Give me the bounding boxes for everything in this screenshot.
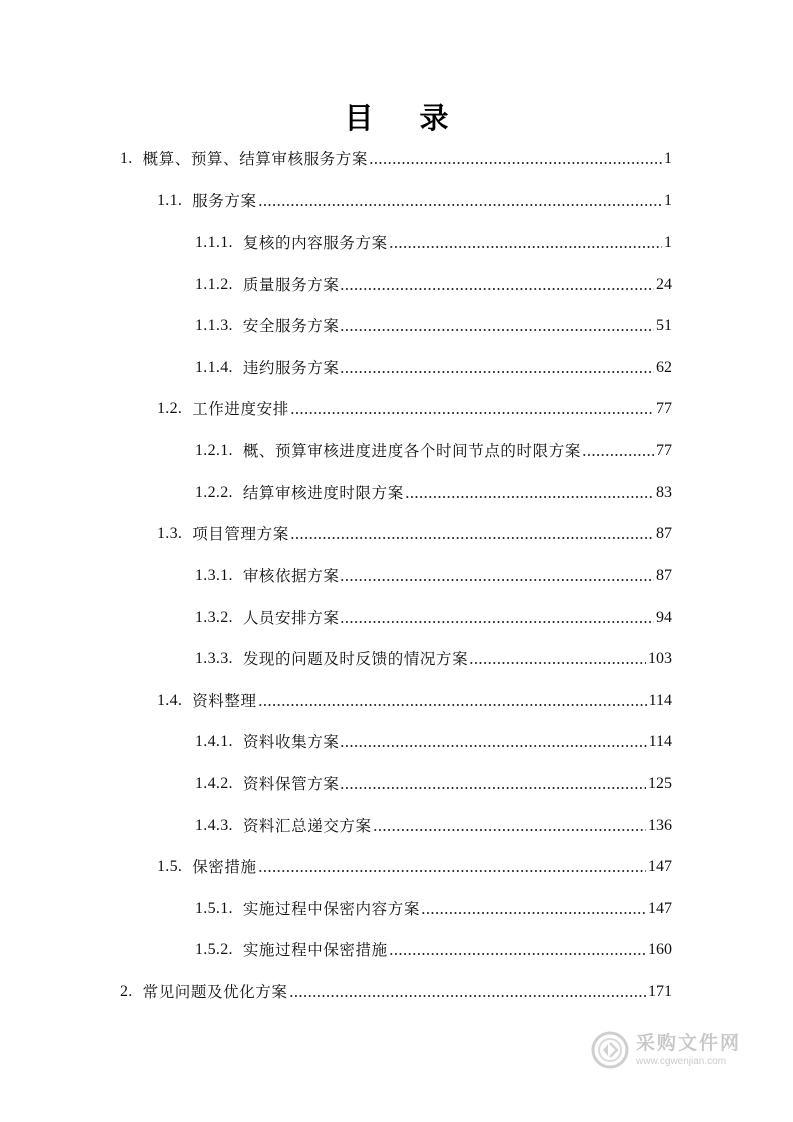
toc-entry-number: 2. (120, 983, 133, 1000)
toc-entry-1-1-4[interactable] (195, 356, 672, 380)
toc-entry-page: 1 (664, 192, 672, 209)
toc-entry-2[interactable] (120, 980, 672, 1004)
toc-entry-title: 结算审核进度时限方案 (242, 484, 404, 502)
toc-entry-page: 51 (656, 317, 672, 334)
watermark-url: www.cgwenjian.com (636, 1055, 727, 1067)
dot-leader (289, 994, 646, 998)
toc-entry-page: 77 (656, 400, 672, 417)
dot-leader (258, 703, 647, 707)
toc-entry-1-3[interactable] (157, 522, 672, 546)
toc-entry-page: 147 (648, 858, 672, 875)
toc-entry-number: 1.5. (157, 858, 183, 875)
toc-entry-page: 171 (648, 983, 672, 1000)
toc-entry-1-2-2[interactable] (195, 481, 672, 505)
toc-entry-1-1-3[interactable] (195, 314, 672, 338)
toc-entry-title: 资料整理 (192, 692, 257, 710)
watermark-text (636, 1031, 742, 1067)
toc-entry-page: 114 (648, 692, 672, 709)
toc-entry-1-4-2[interactable] (195, 772, 672, 796)
toc-entry-title: 质量服务方案 (242, 276, 340, 294)
toc-entry-number: 1.2. (157, 400, 183, 417)
toc-entry-page: 94 (656, 609, 672, 626)
dot-leader (340, 287, 654, 291)
toc-entry-title: 审核依据方案 (242, 567, 340, 585)
toc-entry-number: 1.5.2. (195, 941, 233, 958)
dot-leader (389, 952, 646, 956)
toc-entry-1-3-3[interactable] (195, 647, 672, 671)
toc-entry-title: 违约服务方案 (242, 359, 340, 377)
toc-entry-title: 资料收集方案 (242, 733, 340, 751)
toc-entry-1-2[interactable] (157, 397, 672, 421)
toc-entry-number: 1.3.1. (195, 567, 233, 584)
toc-entry-title: 资料汇总递交方案 (242, 817, 372, 835)
dot-leader (340, 370, 654, 374)
toc-entry-number: 1.4.3. (195, 817, 233, 834)
toc-entry-title: 概、预算审核进度进度各个时间节点的时限方案 (242, 442, 581, 460)
toc-entry-title: 复核的内容服务方案 (242, 234, 388, 252)
toc-entry-page: 160 (648, 941, 672, 958)
toc-entry-number: 1.4.1. (195, 733, 233, 750)
toc-entry-title: 保密措施 (192, 858, 257, 876)
toc-entry-page: 77 (656, 442, 672, 459)
page-title: 目 录 (344, 101, 467, 135)
toc-entry-page: 136 (648, 817, 672, 834)
toc-entry-title: 安全服务方案 (242, 317, 340, 335)
toc-entry-page: 87 (656, 567, 672, 584)
toc-entry-1[interactable] (120, 147, 672, 171)
toc-entry-page: 125 (648, 775, 672, 792)
toc-entry-page: 1 (664, 234, 672, 251)
toc-entry-number: 1.1.2. (195, 276, 233, 293)
toc-entry-number: 1.1.1. (195, 234, 233, 251)
toc-entry-page: 1 (664, 150, 672, 167)
toc-entry-1-3-2[interactable] (195, 606, 672, 630)
toc-entry-number: 1.1. (157, 192, 183, 209)
dot-leader (258, 869, 646, 873)
watermark-name: 采购文件网 (636, 1031, 742, 1054)
toc-entry-title: 工作进度安排 (192, 400, 289, 418)
toc-entry-number: 1.4.2. (195, 775, 233, 792)
dot-leader (340, 578, 654, 582)
dot-leader (290, 536, 654, 540)
toc-entry-page: 62 (656, 359, 672, 376)
watermark-logo-icon (590, 1030, 630, 1070)
dot-leader (340, 620, 654, 624)
toc-entry-title: 资料保管方案 (242, 775, 340, 793)
toc-entry-1-5[interactable] (157, 855, 672, 879)
dot-leader (340, 328, 654, 332)
toc-entry-title: 人员安排方案 (242, 609, 340, 627)
toc-entry-page: 103 (648, 650, 672, 667)
toc-entry-title: 项目管理方案 (192, 525, 289, 543)
dot-leader (582, 453, 654, 457)
dot-leader (373, 828, 646, 832)
toc-entry-1-1-2[interactable] (195, 273, 672, 297)
toc-entry-page: 83 (656, 484, 672, 501)
toc-entry-title: 实施过程中保密措施 (242, 941, 388, 959)
dot-leader (258, 203, 662, 207)
toc-entry-1-3-1[interactable] (195, 564, 672, 588)
toc-entry-page: 147 (648, 900, 672, 917)
toc-entry-1-1[interactable] (157, 189, 672, 213)
toc-entry-1-5-1[interactable] (195, 897, 672, 921)
toc-entry-number: 1.5.1. (195, 900, 233, 917)
toc-entry-1-4-3[interactable] (195, 814, 672, 838)
toc-entry-title: 实施过程中保密内容方案 (242, 900, 420, 918)
toc-entry-1-2-1[interactable] (195, 439, 672, 463)
toc-entry-page: 24 (656, 276, 672, 293)
toc-entry-1-1-1[interactable] (195, 231, 672, 255)
toc-entry-number: 1.3.2. (195, 609, 233, 626)
toc-entry-number: 1.4. (157, 692, 183, 709)
dot-leader (340, 786, 646, 790)
toc-entry-number: 1. (120, 150, 133, 167)
toc-entry-title: 服务方案 (192, 192, 257, 210)
toc-entry-1-4[interactable] (157, 689, 672, 713)
toc-entry-title: 发现的问题及时反馈的情况方案 (242, 650, 469, 668)
toc-entry-number: 1.1.4. (195, 359, 233, 376)
watermark (590, 1024, 760, 1076)
toc-entry-page: 87 (656, 525, 672, 542)
dot-leader (405, 495, 654, 499)
toc-entry-title: 概算、预算、结算审核服务方案 (142, 150, 369, 168)
toc-entry-1-4-1[interactable] (195, 730, 672, 754)
toc-entry-number: 1.1.3. (195, 317, 233, 334)
dot-leader (389, 245, 662, 249)
toc-entry-number: 1.3. (157, 525, 183, 542)
dot-leader (290, 411, 654, 415)
dot-leader (421, 911, 646, 915)
dot-leader (369, 161, 662, 165)
toc-entry-number: 1.2.1. (195, 442, 233, 459)
toc-entry-number: 1.2.2. (195, 484, 233, 501)
dot-leader (340, 744, 646, 748)
toc-entry-1-5-2[interactable] (195, 938, 672, 962)
dot-leader (469, 661, 646, 665)
toc-entry-page: 114 (648, 733, 672, 750)
toc-entry-title: 常见问题及优化方案 (142, 983, 288, 1001)
toc-entry-number: 1.3.3. (195, 650, 233, 667)
